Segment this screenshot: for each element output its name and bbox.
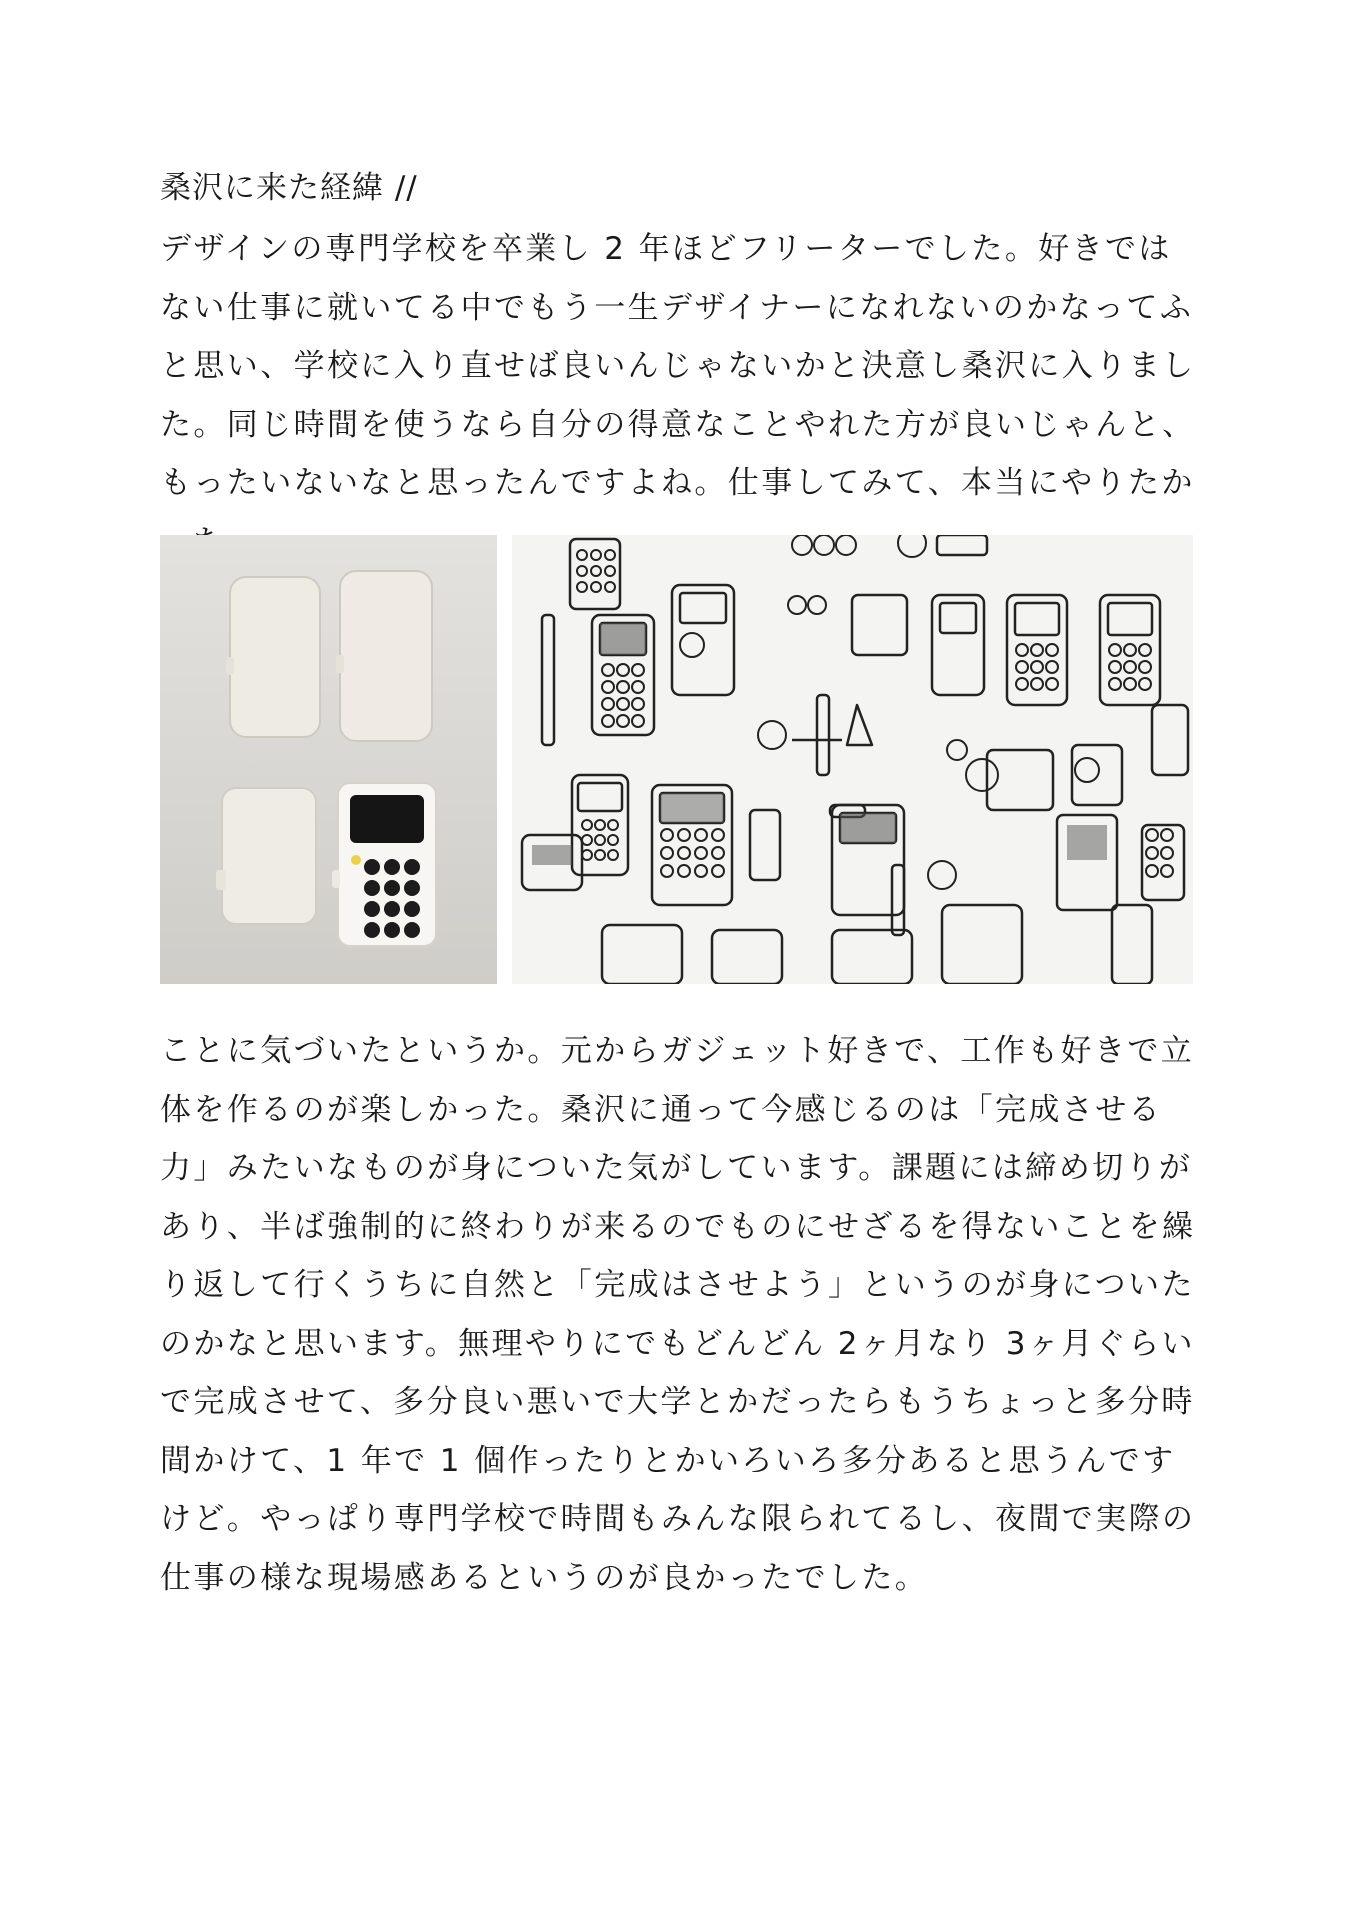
section-heading: 桑沢に来た経緯 // xyxy=(160,170,418,206)
device-sketches-illustration xyxy=(512,535,1193,984)
prototype-models-photo xyxy=(160,535,497,984)
prototype-models-illustration xyxy=(160,535,497,984)
body-paragraph-2: ことに気づいたというか。元からガジェット好きで、工作も好きで立体を作るのが楽しかった。桑沢に通って今感じるのは「完成させる力」みたいなものが身についた気がしています。課題には締め切りがあり、半ば強制的に終わりが来るのでものにせざるを得ないことを繰り返して行くうちに自然と「完成はさせよう」というのが身についたのかなと思います。無理やりにでもどんどん 2ヶ月なり 3ヶ月ぐらいで完成させて、多分良い悪いで大学とかだったらもうちょっと多分時間かけて、1 年で 1 個作ったりとかいろいろ多分あると思うんですけど。やっぱり専門学校で時間もみんな限られてるし、夜間で実際の仕事の様な現場感あるというのが良かったでした。 xyxy=(160,1033,1196,1596)
body-paragraph-1: デザインの専門学校を卒業し 2 年ほどフリーターでした。好きではない仕事に就いてる中でもう一生デザイナーになれないのかなってふと思い、学校に入り直せば良いんじゃないかと決意し桑沢に入りました。同じ時間を使うなら自分の得意なことやれた方が良いじゃんと、もったいないなと思ったんですよね。仕事してみて、本当にやりたか xyxy=(160,231,1196,501)
device-sketches-photo xyxy=(512,535,1193,984)
